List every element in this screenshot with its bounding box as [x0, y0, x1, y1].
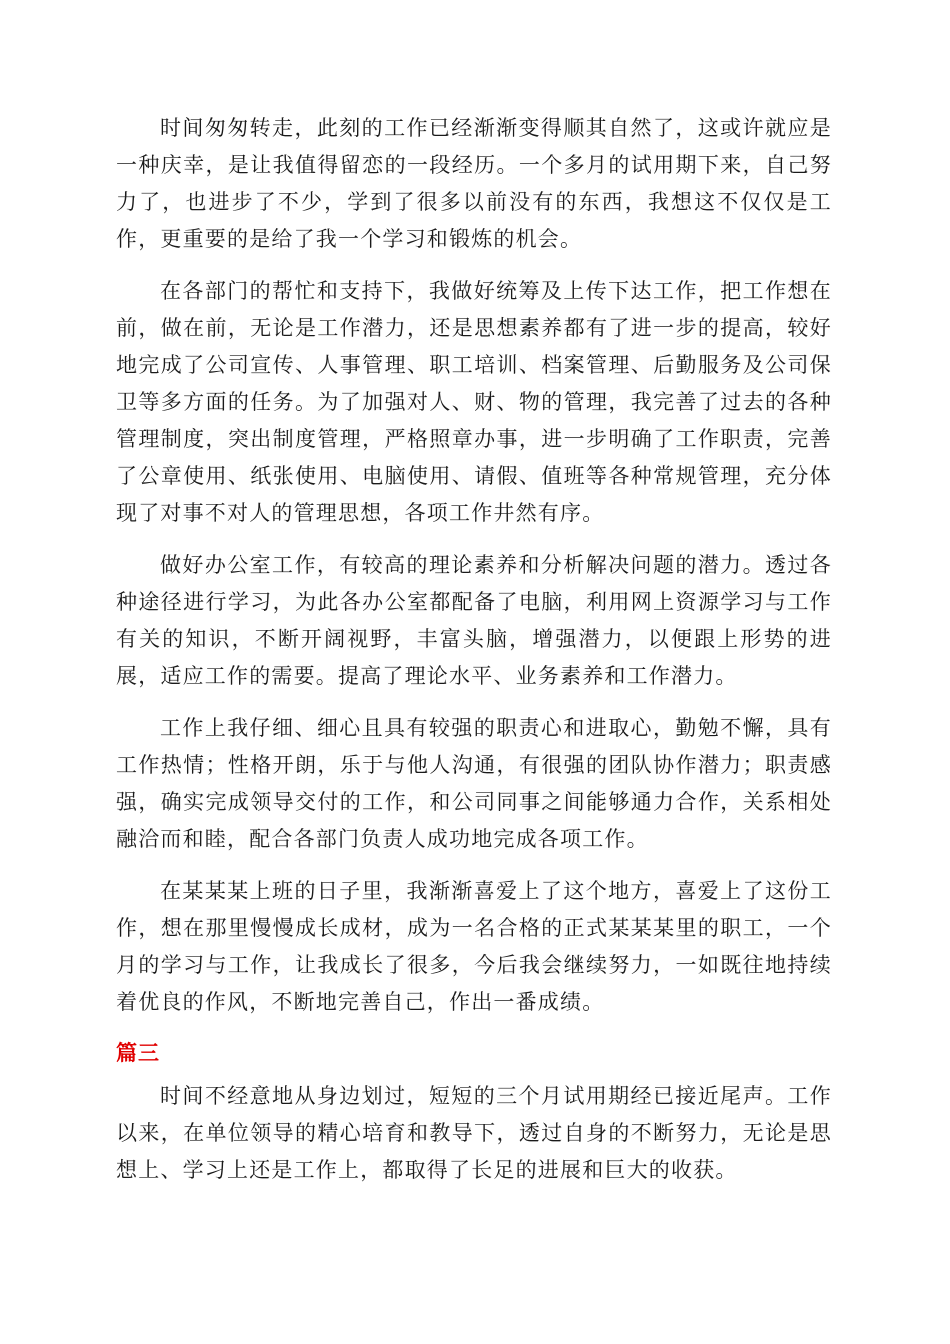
- paragraph-3: 做好办公室工作，有较高的理论素养和分析解决问题的潜力。透过各种途径进行学习，为此各办公室都配备了电脑，利用网上资源学习与工作有关的知识，不断开阔视野，丰富头脑，增强潜力，以便跟上形势的进展，适应工作的需要。提高了理论水平、业务素养和工作潜力。: [116, 553, 832, 688]
- paragraph-4: 工作上我仔细、细心且具有较强的职责心和进取心，勤勉不懈，具有工作热情；性格开朗，乐于与他人沟通，有很强的团队协作潜力；职责感强，确实完成领导交付的工作，和公司同事之间能够通力合作，关系相处融洽而和睦，配合各部门负责人成功地完成各项工作。: [116, 716, 832, 851]
- paragraph-5: 在某某某上班的日子里，我渐渐喜爱上了这个地方，喜爱上了这份工作，想在那里慢慢成长成材，成为一名合格的正式某某某里的职工，一个月的学习与工作，让我成长了很多，今后我会继续努力，一如既往地持续着优良的作风，不断地完善自己，作出一番成绩。: [116, 879, 832, 1014]
- document-body: [116, 110, 832, 1189]
- paragraph-2: 在各部门的帮忙和支持下，我做好统筹及上传下达工作，把工作想在前，做在前，无论是工作潜力，还是思想素养都有了进一步的提高，较好地完成了公司宣传、人事管理、职工培训、档案管理、后勤服务及公司保卫等多方面的任务。为了加强对人、财、物的管理，我完善了过去的各种管理制度，突出制度管理，严格照章办事，进一步明确了工作职责，完善了公章使用、纸张使用、电脑使用、请假、值班等各种常规管理，充分体现了对事不对人的管理思想，各项工作井然有序。: [116, 279, 832, 525]
- section-paragraph-1: 时间不经意地从身边划过，短短的三个月试用期经已接近尾声。工作以来，在单位领导的精心培育和教导下，透过自身的不断努力，无论是思想上、学习上还是工作上，都取得了长足的进展和巨大的收获。: [116, 1084, 832, 1182]
- paragraph-1: 时间匆匆转走，此刻的工作已经渐渐变得顺其自然了，这或许就应是一种庆幸，是让我值得留恋的一段经历。一个多月的试用期下来，自己努力了，也进步了不少，学到了很多以前没有的东西，我想这不仅仅是工作，更重要的是给了我一个学习和锻炼的机会。: [116, 116, 832, 251]
- section-heading: 篇三: [116, 1041, 160, 1065]
